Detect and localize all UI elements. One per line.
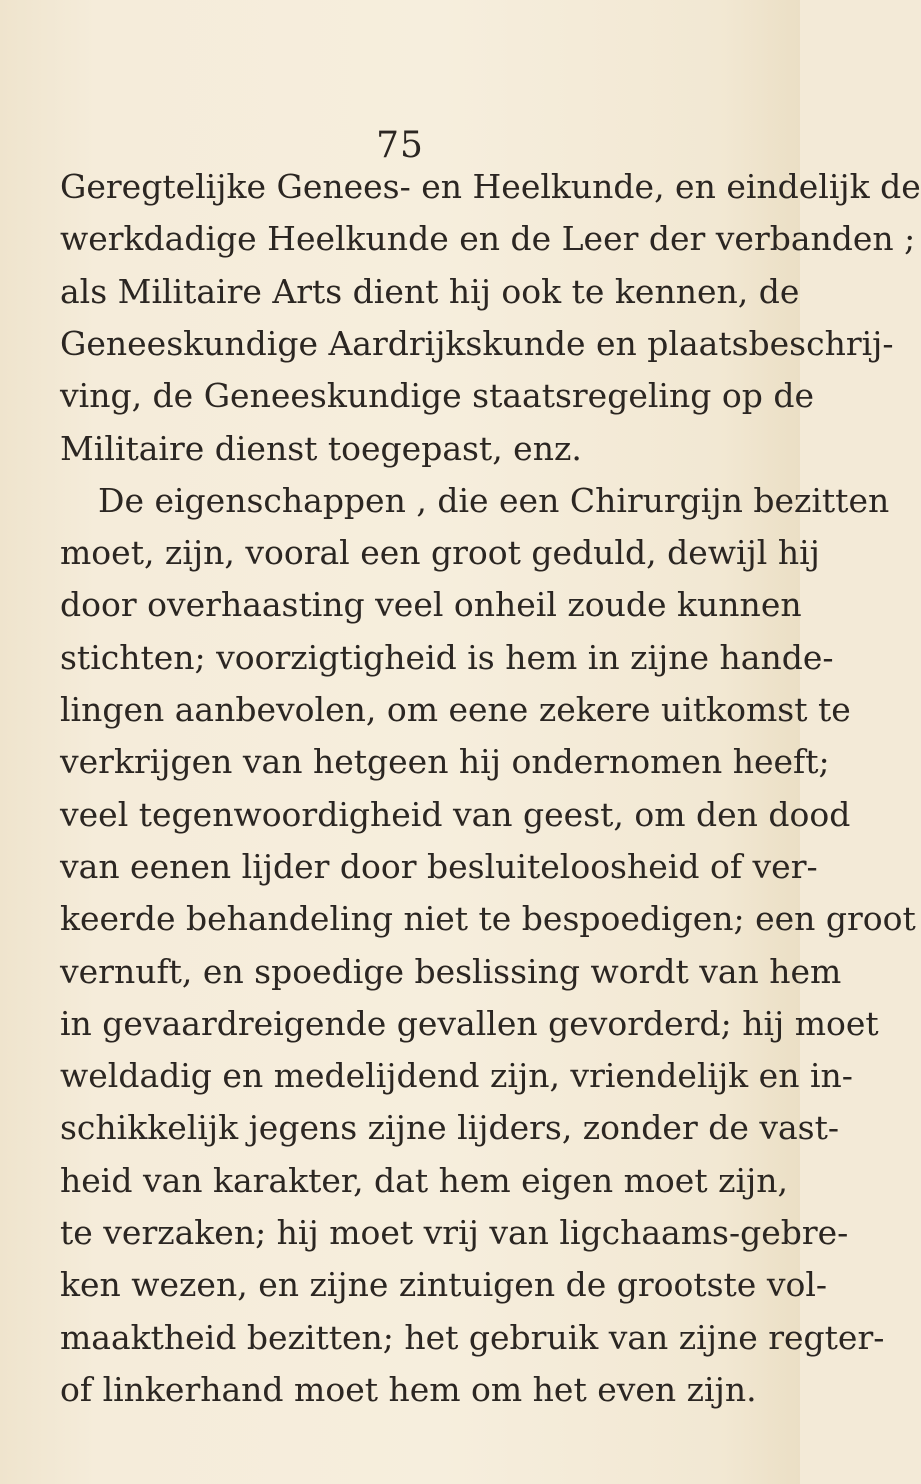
text-line-23: maaktheid bezitten; het gebruik van zijne regter- (60, 1318, 885, 1357)
text-line-20: heid van karakter, dat hem eigen moet zijn, (60, 1161, 788, 1200)
text-line-9: door overhaasting veel onheil zoude kunnen (60, 585, 802, 624)
text-line-13: veel tegenwoordigheid van geest, om den dood (60, 795, 851, 834)
text-line-6: Militaire dienst toegepast, enz. (60, 429, 582, 468)
page-number: 75 (376, 125, 424, 166)
text-line-15: keerde behandeling niet te bespoedigen; een groot (60, 899, 916, 938)
text-line-5: ving, de Geneeskundige staatsregeling op de (60, 376, 814, 415)
text-line-18: weldadig en medelijdend zijn, vriendelijk en in- (60, 1056, 853, 1095)
text-line-4: Geneeskundige Aardrijkskunde en plaatsbeschrij- (60, 324, 894, 363)
text-line-22: ken wezen, en zijne zintuigen de grootste vol- (60, 1265, 828, 1304)
text-line-3: als Militaire Arts dient hij ook te kennen, de (60, 272, 800, 311)
text-line-16: vernuft, en spoedige beslissing wordt van hem (60, 952, 842, 991)
text-line-11: lingen aanbevolen, om eene zekere uitkomst te (60, 690, 851, 729)
text-line-10: stichten; voorzigtigheid is hem in zijne hande- (60, 638, 834, 677)
text-line-17: in gevaardreigende gevallen gevorderd; hij moet (60, 1004, 879, 1043)
text-line-7: De eigenschappen , die een Chirurgijn bezitten (98, 481, 890, 520)
text-line-21: te verzaken; hij moet vrij van ligchaams-gebre- (60, 1213, 849, 1252)
text-line-14: van eenen lijder door besluiteloosheid of ver- (60, 847, 818, 886)
text-line-24: of linkerhand moet hem om het even zijn. (60, 1370, 757, 1409)
text-line-2: werkdadige Heelkunde en de Leer der verbanden ; (60, 219, 916, 258)
text-line-12: verkrijgen van hetgeen hij ondernomen heeft; (60, 742, 830, 781)
text-line-19: schikkelijk jegens zijne lijders, zonder de vast- (60, 1108, 840, 1147)
text-line-8: moet, zijn, vooral een groot geduld, dewijl hij (60, 533, 820, 572)
text-line-1: Geregtelijke Genees- en Heelkunde, en eindelijk de (60, 167, 921, 206)
